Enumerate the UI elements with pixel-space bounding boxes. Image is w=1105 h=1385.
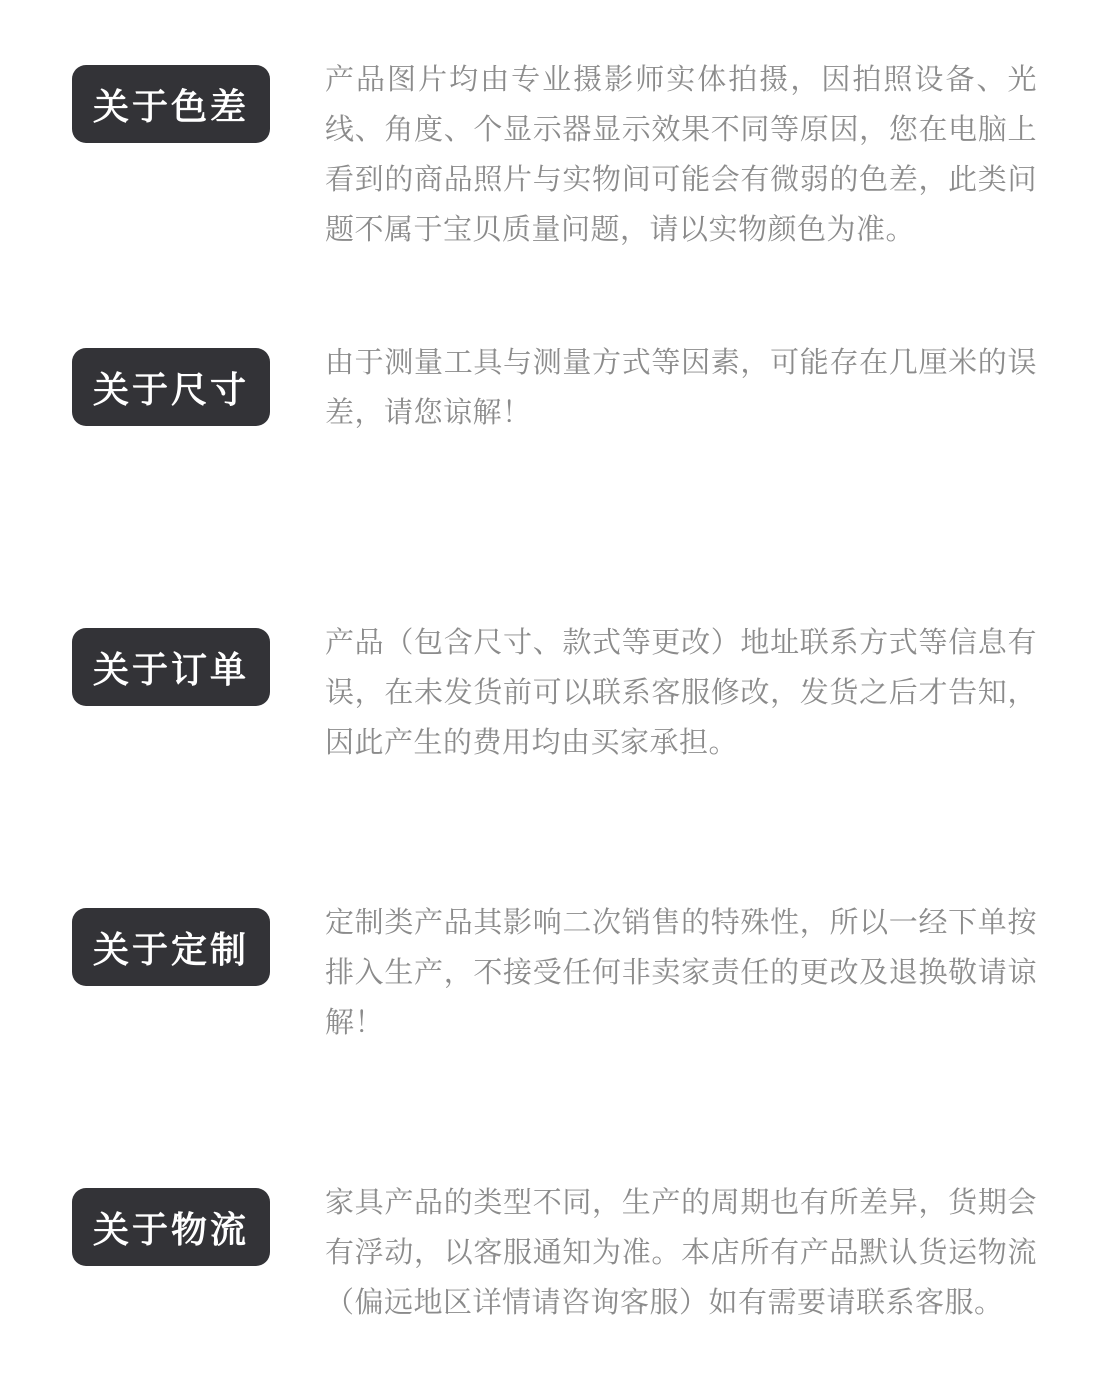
- notice-section-color-difference: [0, 55, 1105, 255]
- notice-label-badge: 关于物流: [72, 1188, 270, 1266]
- notice-section-customization: [0, 898, 1105, 1048]
- notice-text: 产品图片均由专业摄影师实体拍摄，因拍照设备、光线、角度、个显示器显示效果不同等原因，您在电脑上看到的商品照片与实物间可能会有微弱的色差，此类问题不属于宝贝质量问题，请以实物颜色为准。: [325, 64, 1037, 246]
- notice-text: 产品（包含尺寸、款式等更改）地址联系方式等信息有误，在未发货前可以联系客服修改，发货之后才告知，因此产生的费用均由买家承担。: [325, 627, 1037, 759]
- notice-section-orders: [0, 618, 1105, 768]
- notice-label-column: [0, 618, 325, 706]
- notice-label-column: [0, 898, 325, 986]
- notice-label-badge: 关于尺寸: [72, 348, 270, 426]
- notice-label-badge: 关于订单: [72, 628, 270, 706]
- notice-label-badge: 关于色差: [72, 65, 270, 143]
- notice-section-size: [0, 338, 1105, 438]
- notice-label-badge: 关于定制: [72, 908, 270, 986]
- notice-text: 家具产品的类型不同，生产的周期也有所差异，货期会有浮动，以客服通知为准。本店所有产品默认货运物流（偏远地区详情请咨询客服）如有需要请联系客服。: [325, 1187, 1037, 1319]
- notice-label-column: [0, 55, 325, 143]
- notice-text: 由于测量工具与测量方式等因素，可能存在几厘米的误差，请您谅解！: [325, 347, 1037, 429]
- notice-label-column: [0, 1178, 325, 1266]
- notice-label-column: [0, 338, 325, 426]
- notice-text: 定制类产品其影响二次销售的特殊性，所以一经下单按排入生产，不接受任何非卖家责任的更改及退换敬请谅解！: [325, 907, 1037, 1039]
- notice-section-logistics: [0, 1178, 1105, 1328]
